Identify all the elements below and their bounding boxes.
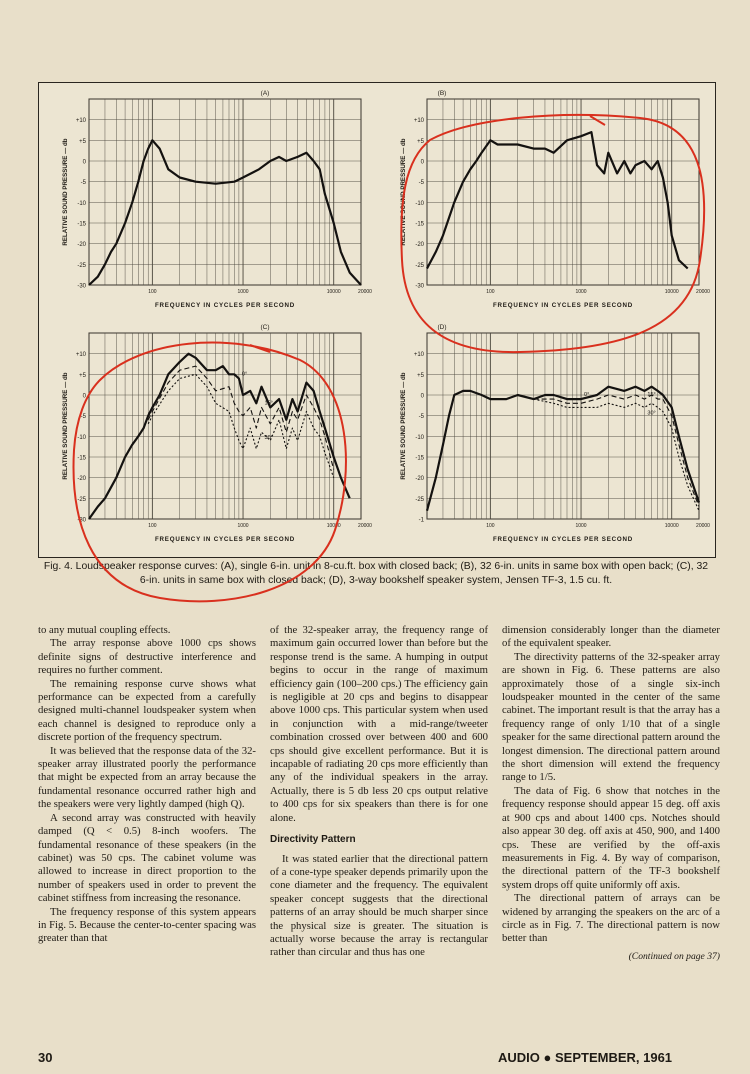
- y-tick-label: +10: [75, 352, 86, 359]
- x-tick-label: 20000: [696, 289, 710, 295]
- column-3-body: [502, 624, 720, 946]
- paragraph: to any mutual coupling effects.: [38, 624, 171, 636]
- chart-svg: [39, 319, 375, 551]
- y-tick-label: -1: [418, 517, 424, 524]
- x-tick-label: 20000: [696, 523, 710, 529]
- y-tick-label: 0: [82, 393, 86, 400]
- x-tick-label: 10000: [326, 523, 341, 529]
- article-body: [38, 624, 720, 1044]
- chart-a: [39, 85, 375, 317]
- series-line: [427, 387, 699, 511]
- series-label: 15°: [647, 392, 656, 399]
- panel-label: (B): [437, 90, 447, 97]
- y-tick-label: -25: [77, 262, 86, 269]
- paragraph: The directivity patterns of the 32-speaker array are shown in Fig. 6. These patterns are also approximately those of a single six-inch loudspeaker mounted in the center of the same cabinet. The important result is that the array has a frequency range of only 1/10 that of a single speaker for the same directional pattern around the longest dimension. The directional pattern around the short dimension will extend the frequency range to 1/5.: [502, 650, 720, 784]
- page-number: 30: [38, 1050, 53, 1065]
- x-tick-label: 10000: [664, 289, 679, 295]
- y-tick-label: -10: [415, 200, 424, 207]
- series-line: [534, 395, 699, 507]
- figure-caption: Fig. 4. Loudspeaker response curves: (A), single 6-in. unit in 8-cu.ft. box with closed back; (B), 32 6-in. units in same box with open back; (C), 32 6-in. units in same box with closed back; (D), 3-way bookshelf speaker system, Jensen TF-3, 1.5 cu. ft.: [43, 561, 709, 586]
- chart-d: [377, 319, 713, 551]
- x-tick-label: 100: [486, 523, 495, 529]
- bullet-separator: ●: [543, 1050, 555, 1065]
- section-heading: Directivity Pattern: [270, 834, 356, 846]
- y-tick-label: -20: [415, 476, 424, 483]
- column-2-body: [270, 624, 488, 825]
- y-tick-label: 0: [82, 159, 86, 166]
- y-tick-label: -5: [80, 180, 86, 187]
- y-tick-label: +5: [417, 372, 424, 379]
- paragraph: A second array was constructed with heavily damped (Q < 0.5) 8-inch woofers. The fundamental resonance of these speakers (in the cabinet) was 50 cps. The cabinet volume was allowed to increase in direct proportion to the number of speakers used in order to prevent the cabinet stiffness from increasing the resonance.: [38, 811, 256, 905]
- y-axis-label: RELATIVE SOUND PRESSURE — db: [400, 372, 407, 480]
- x-tick-label: 1000: [237, 289, 249, 295]
- x-axis-label: FREQUENCY IN CYCLES PER SECOND: [154, 536, 296, 543]
- y-axis-label: RELATIVE SOUND PRESSURE — db: [400, 138, 407, 246]
- plot-frame: [89, 333, 361, 519]
- y-tick-label: -25: [415, 496, 424, 503]
- x-tick-label: 1000: [575, 523, 587, 529]
- y-tick-label: -20: [415, 242, 424, 249]
- chart-c: [39, 319, 375, 551]
- y-tick-label: -20: [77, 476, 86, 483]
- plot-frame: [427, 99, 699, 285]
- y-tick-label: -30: [77, 283, 86, 290]
- chart-svg: [377, 319, 713, 551]
- y-tick-label: -20: [77, 242, 86, 249]
- series-label: 0°: [584, 392, 590, 399]
- series-line: [427, 132, 688, 268]
- y-tick-label: +10: [413, 352, 424, 359]
- column-2: [270, 624, 488, 960]
- y-tick-label: +5: [79, 138, 86, 145]
- y-tick-label: +5: [79, 372, 86, 379]
- x-tick-label: 100: [486, 289, 495, 295]
- x-tick-label: 10000: [326, 289, 341, 295]
- y-tick-label: -5: [80, 414, 86, 421]
- x-tick-label: 20000: [358, 289, 372, 295]
- panel-label: (C): [260, 324, 270, 331]
- paragraph: It was stated earlier that the directional pattern of a cone-type speaker depends primarily upon the cone diameter and the frequency. The equivalent speaker concept suggests that the directional patterns of an array should be much sharper since the physical size is greater. The situation is actually worse because the array is rectangular rather than circular and thus has one: [270, 852, 488, 959]
- column-2-section: [270, 853, 488, 960]
- y-tick-label: -25: [77, 496, 86, 503]
- y-tick-label: -10: [77, 200, 86, 207]
- series-line: [89, 140, 361, 285]
- paragraph: dimension considerably longer than the diameter of the equivalent speaker.: [502, 624, 720, 650]
- y-tick-label: -5: [418, 180, 424, 187]
- footer-masthead: [498, 1050, 672, 1065]
- magazine-name: AUDIO: [498, 1050, 540, 1065]
- paragraph: The frequency response of this system appears in Fig. 5. Because the center-to-center spacing was greater than that: [38, 905, 256, 945]
- y-tick-label: -30: [77, 517, 86, 524]
- x-tick-label: 100: [148, 289, 157, 295]
- y-tick-label: +5: [417, 138, 424, 145]
- y-tick-label: +10: [413, 118, 424, 125]
- series-label: 15°: [264, 400, 273, 407]
- x-axis-label: FREQUENCY IN CYCLES PER SECOND: [492, 302, 634, 309]
- y-tick-label: -10: [415, 434, 424, 441]
- y-tick-label: 0: [420, 159, 424, 166]
- x-axis-label: FREQUENCY IN CYCLES PER SECOND: [154, 302, 296, 309]
- x-tick-label: 1000: [575, 289, 587, 295]
- y-tick-label: -30: [415, 283, 424, 290]
- y-tick-label: 0: [420, 393, 424, 400]
- panel-label: (D): [437, 324, 447, 331]
- chart-svg: [39, 85, 375, 317]
- chart-b: [377, 85, 713, 317]
- x-tick-label: 20000: [358, 523, 372, 529]
- series-label: 0°: [241, 371, 248, 378]
- x-axis-label: FREQUENCY IN CYCLES PER SECOND: [492, 536, 634, 543]
- x-tick-label: 100: [148, 523, 157, 529]
- column-1: [38, 624, 256, 946]
- y-axis-label: RELATIVE SOUND PRESSURE — db: [62, 138, 69, 246]
- series-label: 30°: [264, 435, 273, 442]
- y-tick-label: -15: [415, 455, 424, 462]
- figure-4: [38, 82, 716, 558]
- y-tick-label: -10: [77, 434, 86, 441]
- series-line: [148, 366, 334, 469]
- column-3: [502, 624, 720, 963]
- issue-date: SEPTEMBER, 1961: [554, 1050, 673, 1065]
- y-tick-label: -15: [77, 455, 86, 462]
- y-tick-label: -25: [415, 262, 424, 269]
- paragraph: The array response above 1000 cps shows definite signs of destructive interference and requires no further comment.: [38, 637, 256, 677]
- plot-frame: [427, 333, 699, 519]
- paragraph: of the 32-speaker array, the frequency range of maximum gain occurred lower than before but the response trend is the same. A humping in output begins to occur in the range of maximum efficiency gain (100–200 cps.) The efficiency gain is negligible at 20 cps and begins to disappear above 1000 cps. This particular system when used in conjunction with a mid-range/tweeter combination crossed over between 400 and 600 cps should give excellent performance. But it is incapable of radiating 20 cps more efficiently than any of the individual speakers in the array. Actually, there is 5 db less 20 cps output relative to 400 cps for six speakers than there is for one alone.: [270, 624, 488, 824]
- plot-frame: [89, 99, 361, 285]
- paragraph: The remaining response curve shows what performance can be expected from a carefully designed multi-channel loudspeaker system when each channel is designed to reproduce only a discrete portion of the frequency spectrum.: [38, 677, 256, 744]
- y-axis-label: RELATIVE SOUND PRESSURE — db: [62, 372, 69, 480]
- y-tick-label: -15: [77, 221, 86, 228]
- paragraph: The data of Fig. 6 show that notches in the frequency response should appear 15 deg. off axis at 900 cps and about 1400 cps. Notches should also appear 30 deg. off axis at 450, 900, and 1400 cps. These are verified by the off-axis measurements in Fig. 4. By way of comparison, the directional pattern of the TF-3 bookshelf system drops off quite uniformly off axis.: [502, 784, 720, 891]
- paragraph: The directional pattern of arrays can be widened by arranging the speakers on the arc of a circle as in Fig. 7. The directional pattern is now better than: [502, 892, 720, 945]
- x-tick-label: 10000: [664, 523, 679, 529]
- x-tick-label: 1000: [237, 523, 249, 529]
- chart-svg: [377, 85, 713, 317]
- y-tick-label: -15: [415, 221, 424, 228]
- series-label: 30°: [647, 410, 656, 417]
- y-tick-label: +10: [75, 118, 86, 125]
- panel-label: (A): [260, 90, 270, 97]
- paragraph: It was believed that the response data of the 32-speaker array illustrated poorly the performance that might be expected from an array because the fundamental resonance occurred rather high and the speakers were very lightly damped (high Q).: [38, 744, 256, 811]
- continued-note: (Continued on page 37): [628, 950, 720, 962]
- y-tick-label: -5: [418, 414, 424, 421]
